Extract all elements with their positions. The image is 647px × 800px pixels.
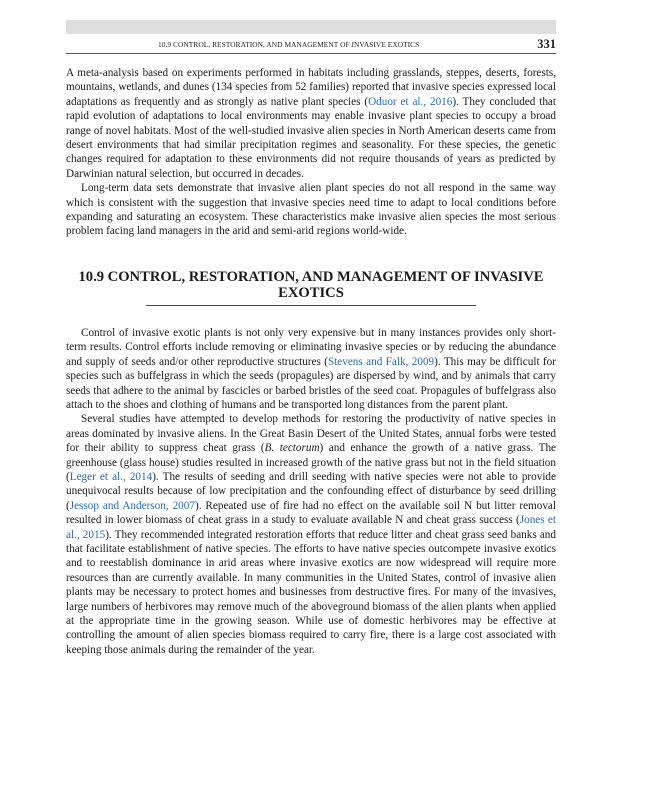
paragraph-1-text-a: A meta-analysis based on experiments performed in habitats including grasslands, steppes, deserts, forests, mountains, wetlands, and dunes (134 species from 52 families) reported that invasive species expressed local adaptations as frequently and as strongly as native plant species ( [66,67,556,108]
citation-stevens-falk-2009[interactable]: Stevens and Falk, 2009 [327,355,435,368]
section-heading: 10.9 CONTROL, RESTORATION, AND MANAGEMENT OF INVASIVE EXOTICS [78,268,544,301]
paragraph-1-text-b: ). They concluded that rapid evolution of adaptations to local environments may enable invasive plant species to occupy a broad range of novel habitats. Most of the well-studied invasive alien species in North American deserts came from desert environments that had similar precipitation regimes and seasonality. For these species, the genetic changes required for adaptation to these environments did not require thousands of years as predicted by Darwinian natural selection, but occurred in decades. [66,95,556,180]
paragraph-3-text-b: ). This may be difficult for species such as buffelgrass in which the seeds (propagules) are dispersed by wind, and by animals that carry seeds that adhere to the animal by fascicles or barbed bristles of the seed coat. Propagules of buffelgrass also attach to the shoes and clothing of humans and be transported long distances from the parent plant. [66,355,556,411]
running-title: 10.9 CONTROL, RESTORATION, AND MANAGEMENT OF INVASIVE EXOTICS [158,40,420,49]
citation-jessop-anderson-2007[interactable]: Jessop and Anderson, 2007 [69,499,195,512]
paragraph-4-text-d: ). Repeated use of fire had no effect on the available soil N but litter removal resulted in lower biomass of cheat grass in a study to evaluate available N and cheat grass success ( [66,499,557,527]
species-name-italic: B. tectorum [264,442,320,455]
paragraph-1 [66,66,556,181]
paragraph-4-text-a: Several studies have attempted to develop methods for restoring the productivity of native species in areas dominated by invasive aliens. In the Great Basin Desert of the United States, annual forbs were tested for their ability to suppress cheat grass ( [66,413,556,455]
page-body [66,66,556,657]
citation-jones-2015[interactable]: Jones et al., 2015 [66,514,556,541]
page-number: 331 [537,37,556,51]
paragraph-4-text-e: ). They recommended integrated restoration efforts that reduce litter and cheat grass seed banks and that facilitate establishment of native species. The efforts to have native species outcompete invasive exotics and to reestablish dominance in arid areas where invasive exotics are now widespread will require more resources than are currently available. In many communities in the United States, control of invasive alien plants may be necessary to protect homes and businesses from destructive fires. For many of the invasives, large numbers of herbivores may remove much of the aboveground biomass of the alien plants when applied at the appropriate time in the growing season. While use of domestic herbivores may be effective at controlling the amount of alien species biomass required to carry fire, there is a large cost associated with keeping those animals during the remainder of the year. [66,528,556,656]
section-rule [146,305,476,306]
running-head [66,37,556,54]
paragraph-4 [66,412,556,657]
paragraph-4-text-b: ) and enhance the growth of a native grass. The greenhouse (glass house) studies resulted in increased growth of the native grass but not in the field situation ( [66,442,557,483]
citation-leger-2014[interactable]: Leger et al., 2014 [69,470,153,483]
paragraph-3-text-a: Control of invasive exotic plants is not only very expensive but in many instances provides only short-term results. Control efforts include removing or eliminating invasive species or by reducing the abundance and supply of seeds and/or other reproductive structures ( [66,326,556,368]
paragraph-3 [66,326,556,412]
citation-oduor-2016[interactable]: Oduor et al., 2016 [368,95,453,108]
paragraph-4-text-c: ). The results of seeding and drill seeding with native species were not able to provide unequivocal results because of low precipitation and the confounding effect of disturbance by seed drilling ( [66,470,556,512]
paragraph-2-text: Long-term data sets demonstrate that invasive alien plant species do not all respond in the same way which is consistent with the suggestion that invasive species need time to adapt to local conditions before expanding and saturating an ecosystem. These characteristics make invasive alien species the most serious problem facing land managers in the arid and semi-arid regions world-wide. [66,182,556,238]
header-band [66,20,556,34]
paragraph-2 [66,181,556,239]
